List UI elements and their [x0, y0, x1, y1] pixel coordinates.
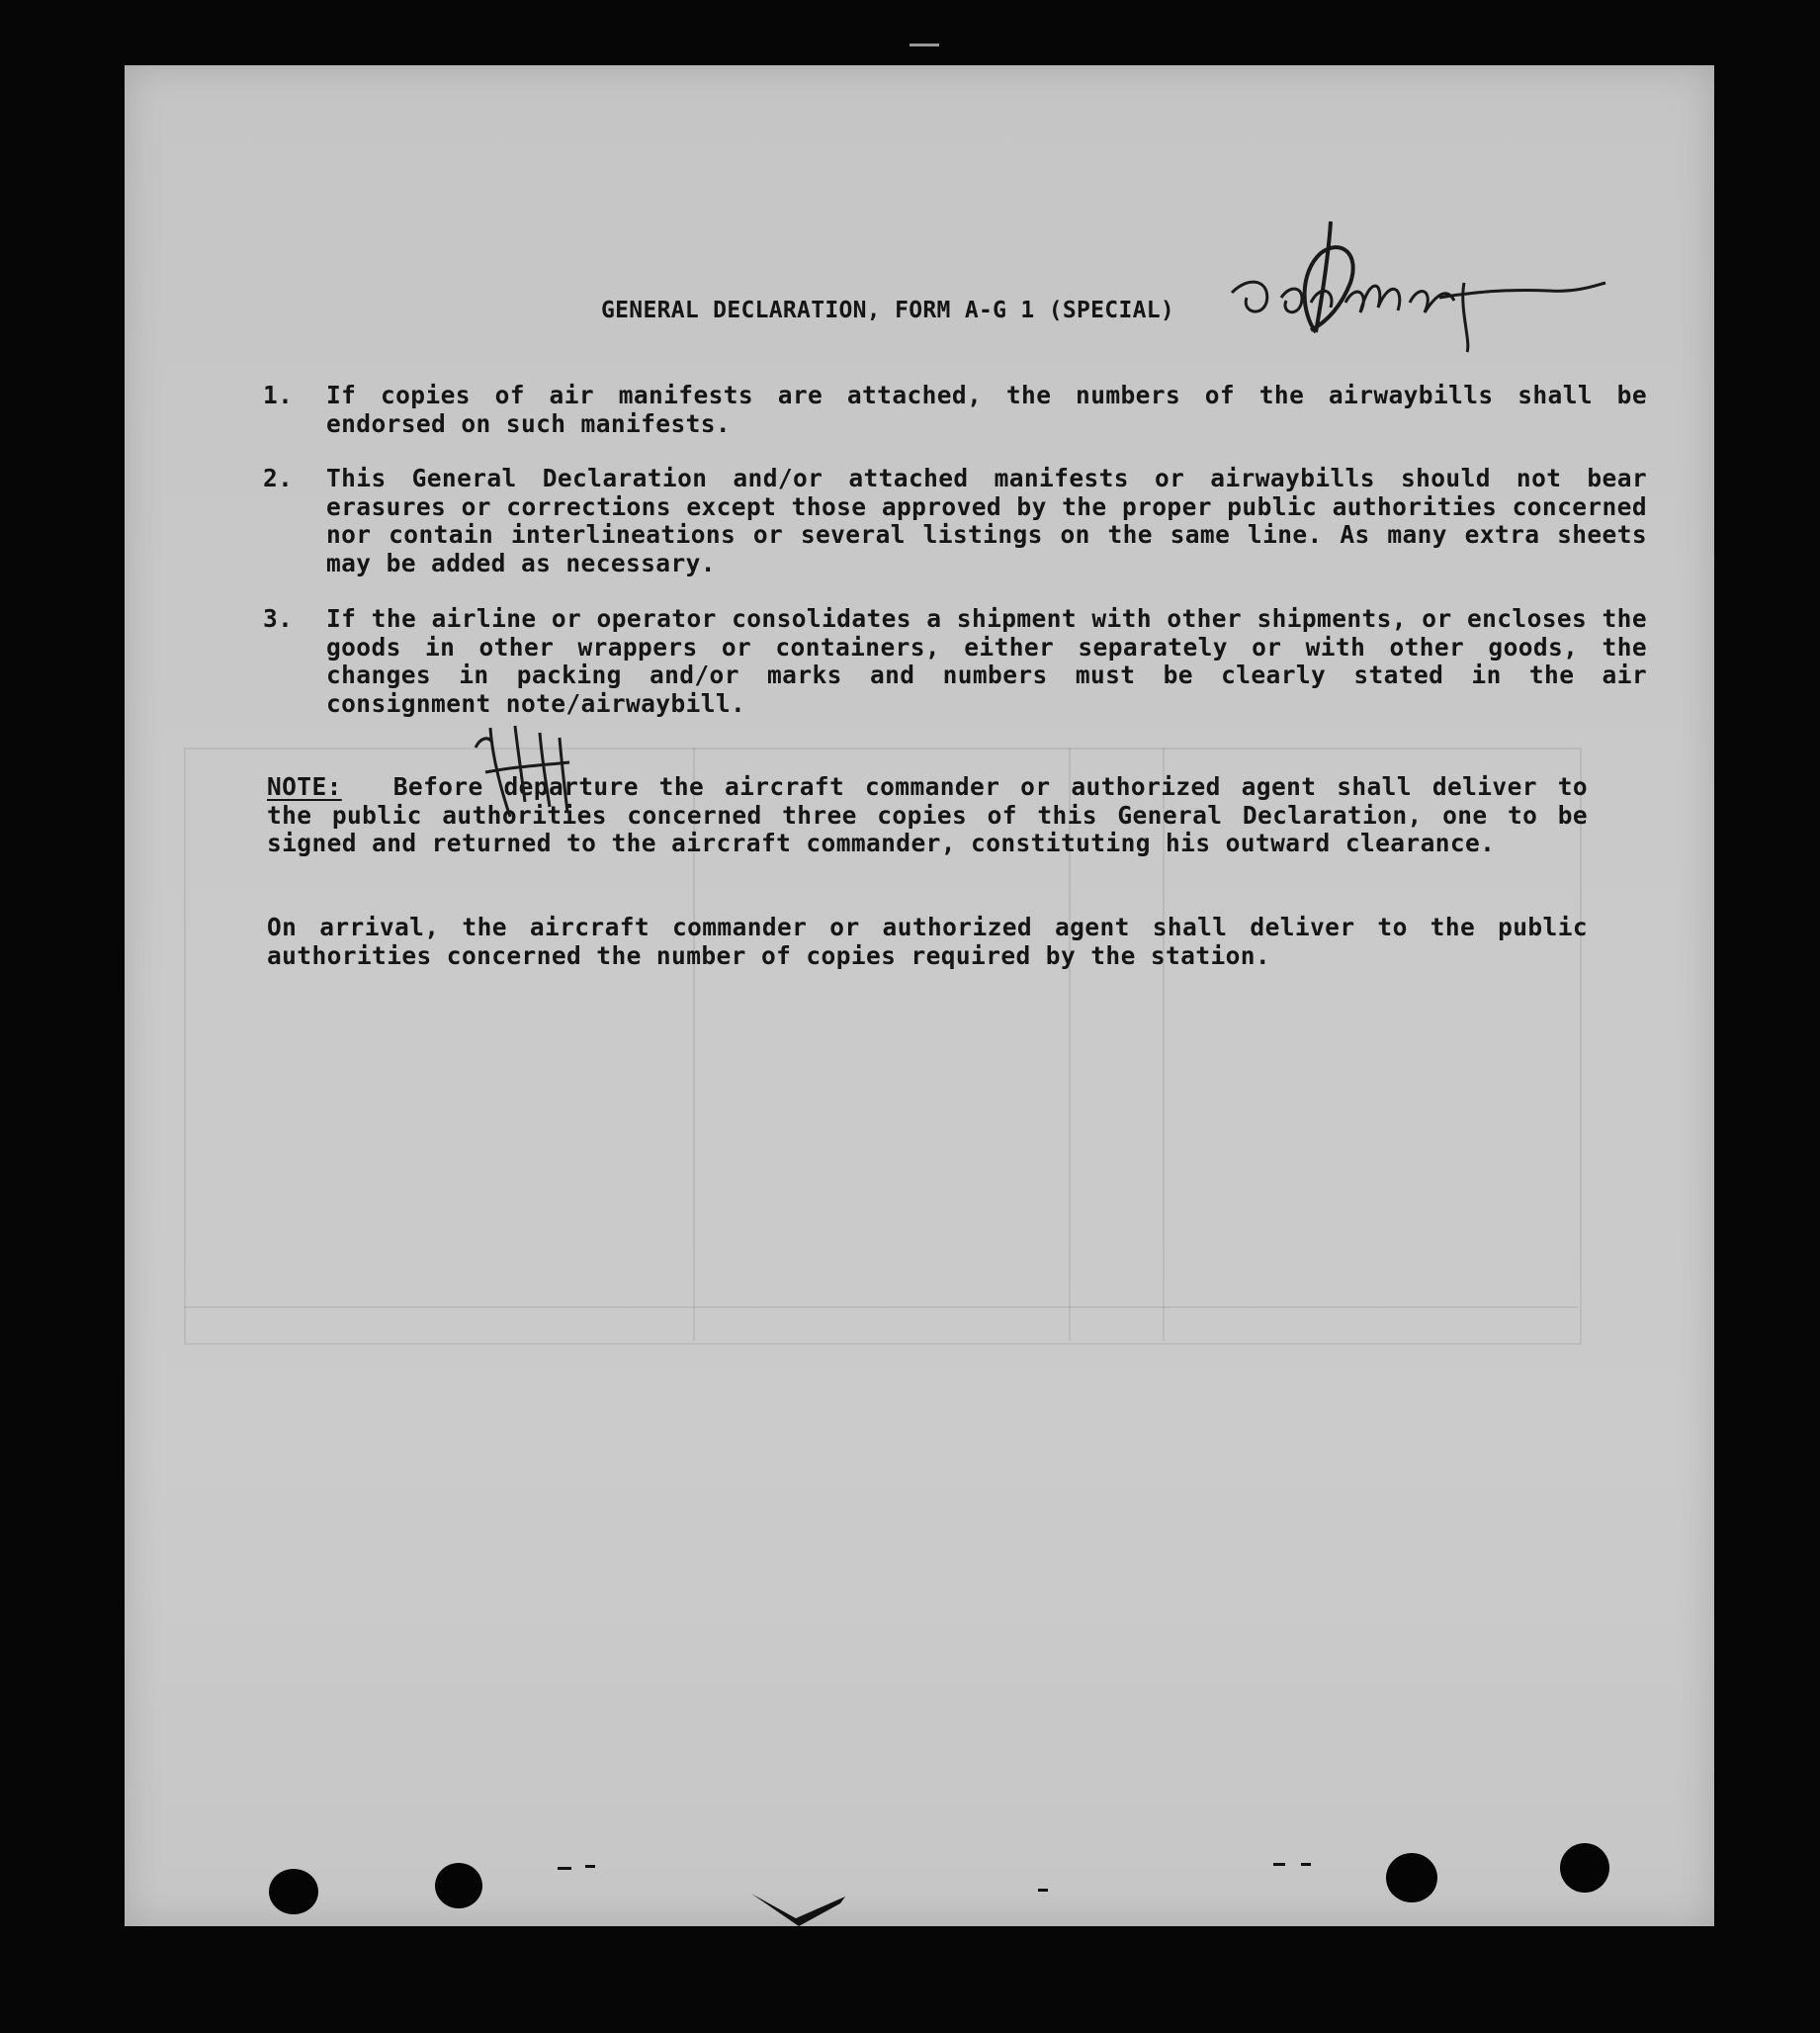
instruction-item [263, 465, 1706, 577]
arrival-paragraph: On arrival, the aircraft commander or authorized agent shall deliver to the public authorities concerned the number of copies required by the station. [267, 913, 1588, 970]
edge-mark [1301, 1863, 1311, 1866]
item-number: 1. [263, 381, 294, 409]
edge-mark [585, 1865, 595, 1868]
note-text: Before departure the aircraft commander or authorized agent shall deliver to the public authorities concerned three copies of this General Declaration, one to be signed and returned to the aircraft commander, constituting his outward clearance. [267, 772, 1588, 857]
handwritten-signature [1212, 214, 1607, 362]
punch-hole [435, 1863, 482, 1908]
handwritten-initials [471, 718, 599, 827]
edge-mark [1273, 1863, 1285, 1866]
paper-clip-mark [751, 1889, 850, 1928]
edge-mark [1038, 1889, 1048, 1892]
item-text: This General Declaration and/or attached manifests or airwaybills should not bear erasures or corrections except those approved by the proper public authorities concerned nor contain interlineations or several listings on the same line. As many extra sheets may be added as necessary. [326, 464, 1647, 577]
item-text: If copies of air manifests are attached, the numbers of the airwaybills shall be endorsed on such manifests. [326, 381, 1647, 438]
edge-mark [558, 1867, 571, 1870]
item-number: 2. [263, 464, 294, 492]
item-text: If the airline or operator consolidates a shipment with other shipments, or encloses the goods in other wrappers or containers, either separately or with other goods, the changes in packing and/or marks and numbers must be clearly stated in the air consignment note/airwaybill. [326, 604, 1647, 718]
scan-mark [910, 44, 939, 46]
note-label: NOTE: [267, 772, 342, 801]
document-title: GENERAL DECLARATION, FORM A-G 1 (SPECIAL) [601, 298, 1175, 323]
punch-hole [269, 1869, 318, 1914]
note-paragraph [267, 773, 1588, 858]
paper-sheet [125, 65, 1714, 1926]
instruction-item [263, 605, 1706, 718]
instruction-item [263, 382, 1706, 438]
punch-hole [1560, 1843, 1609, 1893]
punch-hole [1386, 1853, 1437, 1902]
item-number: 3. [263, 604, 294, 633]
